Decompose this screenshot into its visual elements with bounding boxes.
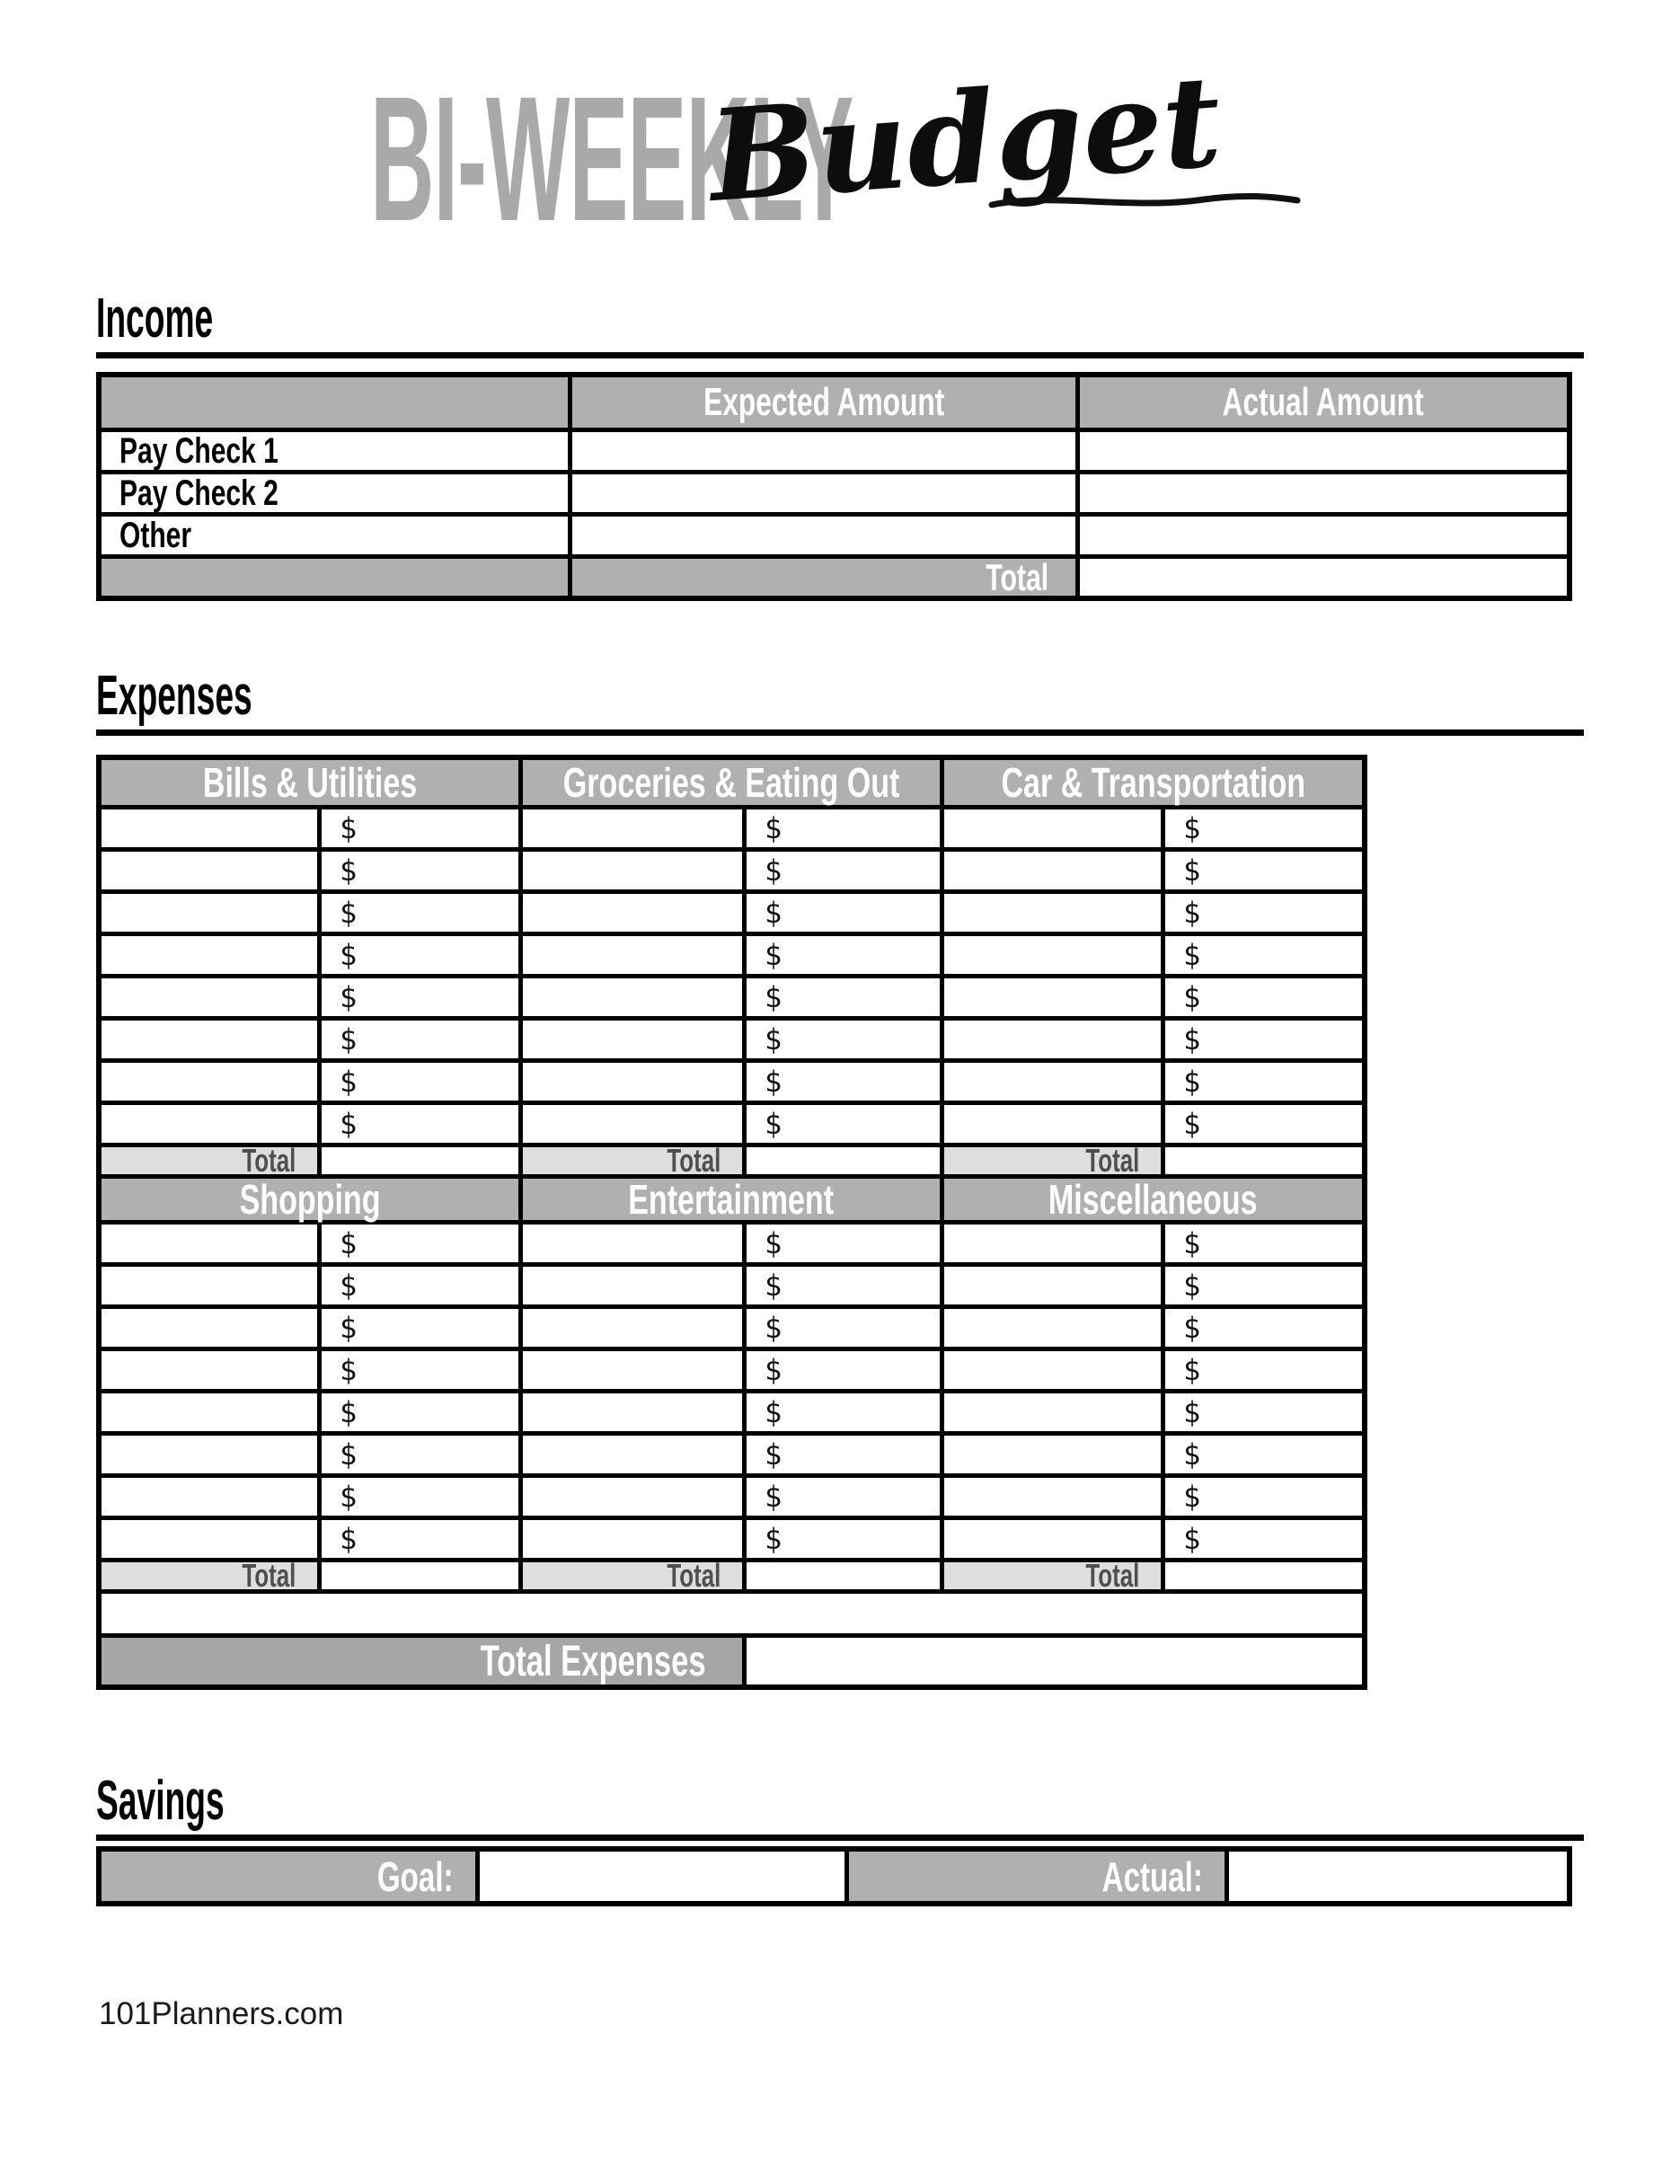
expense-amount-input-b2-g2-r8-text: $ (765, 1522, 783, 1556)
expense-amount-input-b1-g3-r7[interactable] (1165, 1063, 1362, 1101)
expense-amount-input-b1-g1-r4-text: $ (340, 938, 358, 972)
expense-amount-input-b1-g2-r2[interactable] (747, 852, 940, 889)
expense-amount-input-b1-g2-r1[interactable] (747, 809, 940, 847)
expense-amount-input-b1-g3-r5[interactable] (1165, 978, 1362, 1016)
income-total-input[interactable] (1080, 559, 1567, 596)
expense-amount-input-b2-g2-r7-text: $ (765, 1480, 783, 1514)
expense-amount-input-b1-g1-r2[interactable] (322, 852, 518, 889)
expense-amount-input-b1-g2-r6[interactable] (747, 1021, 940, 1058)
expense-amount-input-b2-g2-r6[interactable] (747, 1436, 940, 1473)
title-biweekly: BI-WEEKLY (370, 59, 853, 258)
expense-item-input-b1-g3-r6[interactable] (944, 1021, 1161, 1058)
expense-amount-input-b2-g2-r7[interactable] (747, 1478, 940, 1516)
group-total-label-b1-g2 (523, 1142, 742, 1179)
expense-amount-input-b1-g1-r2-text: $ (340, 853, 358, 888)
income-header-actual (1080, 377, 1567, 428)
income-expected-input-paycheck1[interactable] (572, 432, 1075, 470)
expense-item-input-b2-g1-r3[interactable] (102, 1309, 317, 1347)
expense-amount-input-b2-g3-r5[interactable] (1165, 1393, 1362, 1431)
expense-item-input-b2-g3-r2[interactable] (944, 1267, 1161, 1304)
expense-item-input-b1-g2-r4[interactable] (523, 936, 742, 974)
expense-amount-input-b1-g1-r3-text: $ (340, 896, 358, 930)
expense-amount-input-b2-g3-r7-text: $ (1183, 1480, 1201, 1514)
expense-item-input-b2-g3-r6[interactable] (944, 1436, 1161, 1473)
savings-actual-label-cell (849, 1852, 1225, 1901)
expense-item-input-b2-g2-r5[interactable] (523, 1393, 742, 1431)
income-table (96, 372, 1572, 601)
expense-amount-input-b1-g2-r1-text: $ (765, 811, 783, 845)
expense-amount-input-b1-g3-r7-text: $ (1183, 1065, 1201, 1099)
expense-category-header-groups_row2-1-text: Entertainment (628, 1176, 835, 1223)
expense-item-input-b2-g3-r5[interactable] (944, 1393, 1161, 1431)
expense-amount-input-b2-g2-r4[interactable] (747, 1351, 940, 1389)
group-total-label-b2-g2 (523, 1557, 742, 1594)
expense-item-input-b2-g2-r4[interactable] (523, 1351, 742, 1389)
expense-amount-input-b2-g2-r1[interactable] (747, 1225, 940, 1262)
expense-category-header-groups_row1-2-text: Car & Transportation (1001, 759, 1305, 806)
expense-amount-input-b2-g1-r8-text: $ (340, 1522, 358, 1556)
savings-goal-label-text: Goal: (377, 1852, 454, 1900)
expense-amount-input-b2-g1-r7-text: $ (340, 1480, 358, 1514)
expense-item-input-b1-g2-r1[interactable] (523, 809, 742, 847)
expense-amount-input-b1-g3-r2-text: $ (1183, 853, 1201, 888)
expense-amount-input-b1-g2-r3[interactable] (747, 894, 940, 932)
expense-amount-input-b1-g3-r3[interactable] (1165, 894, 1362, 932)
expense-amount-input-b2-g2-r5[interactable] (747, 1393, 940, 1431)
expense-item-input-b1-g2-r6[interactable] (523, 1021, 742, 1058)
group-total-input-b2-g2[interactable] (747, 1562, 940, 1589)
expense-item-input-b2-g2-r6[interactable] (523, 1436, 742, 1473)
title-budget-script: Budget (704, 48, 1226, 231)
expense-item-input-b1-g1-r3[interactable] (102, 894, 317, 932)
expense-amount-input-b1-g3-r3-text: $ (1183, 896, 1201, 930)
expense-item-input-b1-g3-r2[interactable] (944, 852, 1161, 889)
savings-goal-label-cell (102, 1852, 475, 1901)
expense-amount-input-b2-g1-r6-text: $ (340, 1437, 358, 1472)
income-heading-text: Income (96, 287, 214, 349)
expense-amount-input-b2-g1-r8[interactable] (322, 1520, 518, 1558)
expense-amount-input-b2-g1-r6[interactable] (322, 1436, 518, 1473)
income-heading-rule (96, 352, 1584, 358)
savings-actual-input[interactable] (1229, 1852, 1567, 1901)
expense-amount-input-b2-g3-r2-text: $ (1183, 1269, 1201, 1303)
expense-amount-input-b2-g3-r4[interactable] (1165, 1351, 1362, 1389)
expense-amount-input-b1-g1-r5[interactable] (322, 978, 518, 1016)
expense-amount-input-b1-g1-r8[interactable] (322, 1105, 518, 1143)
expense-item-input-b2-g1-r2[interactable] (102, 1267, 317, 1304)
group-total-label-b1-g1 (102, 1142, 317, 1179)
expense-amount-input-b2-g3-r6[interactable] (1165, 1436, 1362, 1473)
expense-amount-input-b2-g2-r8[interactable] (747, 1520, 940, 1558)
savings-goal-input[interactable] (480, 1852, 844, 1901)
expense-amount-input-b1-g1-r1-text: $ (340, 811, 358, 845)
expense-item-input-b2-g3-r7[interactable] (944, 1478, 1161, 1516)
expense-item-input-b2-g2-r1[interactable] (523, 1225, 742, 1262)
expense-amount-input-b2-g2-r2-text: $ (765, 1269, 783, 1303)
expense-amount-input-b1-g3-r2[interactable] (1165, 852, 1362, 889)
expense-item-input-b1-g3-r8[interactable] (944, 1105, 1161, 1143)
expense-amount-input-b1-g3-r1[interactable] (1165, 809, 1362, 847)
expense-amount-input-b1-g3-r5-text: $ (1183, 980, 1201, 1014)
expense-item-input-b1-g1-r7[interactable] (102, 1063, 317, 1101)
expense-category-header-groups_row1-2 (944, 760, 1362, 805)
group-total-input-b1-g3[interactable] (1165, 1147, 1362, 1174)
expense-amount-input-b2-g1-r1[interactable] (322, 1225, 518, 1262)
expense-amount-input-b2-g1-r3-text: $ (340, 1311, 358, 1345)
expense-item-input-b2-g3-r8[interactable] (944, 1520, 1161, 1558)
income-section (96, 287, 1584, 601)
group-total-input-b1-g2[interactable] (747, 1147, 940, 1174)
expense-amount-input-b1-g3-r4[interactable] (1165, 936, 1362, 974)
expense-amount-input-b1-g1-r6-text: $ (340, 1022, 358, 1057)
expense-amount-input-b2-g1-r4-text: $ (340, 1353, 358, 1387)
expense-amount-input-b1-g2-r3-text: $ (765, 896, 783, 930)
expense-amount-input-b1-g2-r7[interactable] (747, 1063, 940, 1101)
expense-item-input-b2-g1-r7[interactable] (102, 1478, 317, 1516)
expense-item-input-b1-g2-r5[interactable] (523, 978, 742, 1016)
expense-item-input-b2-g1-r1[interactable] (102, 1225, 317, 1262)
expense-amount-input-b1-g1-r8-text: $ (340, 1107, 358, 1141)
expenses-section (96, 665, 1584, 1690)
expense-amount-input-b2-g2-r2[interactable] (747, 1267, 940, 1304)
expense-amount-input-b2-g3-r1-text: $ (1183, 1226, 1201, 1260)
income-header-expected (572, 377, 1075, 428)
expense-amount-input-b1-g3-r8-text: $ (1183, 1107, 1201, 1141)
expense-amount-input-b1-g1-r1[interactable] (322, 809, 518, 847)
expense-item-input-b1-g3-r3[interactable] (944, 894, 1161, 932)
expense-amount-input-b2-g2-r3-text: $ (765, 1311, 783, 1345)
expense-amount-input-b2-g3-r5-text: $ (1183, 1395, 1201, 1429)
group-total-label-b1-g3-text: Total (1085, 1142, 1139, 1179)
expense-amount-input-b2-g3-r1[interactable] (1165, 1225, 1362, 1262)
expense-amount-input-b1-g3-r4-text: $ (1183, 938, 1201, 972)
income-row-label-paycheck2-text: Pay Check 2 (119, 473, 279, 513)
income-row-label-other-text: Other (119, 515, 192, 555)
expense-amount-input-b1-g1-r5-text: $ (340, 980, 358, 1014)
expense-amount-input-b2-g1-r4[interactable] (322, 1351, 518, 1389)
expense-amount-input-b2-g1-r7[interactable] (322, 1478, 518, 1516)
expense-amount-input-b2-g2-r6-text: $ (765, 1437, 783, 1472)
expense-amount-input-b1-g2-r8-text: $ (765, 1107, 783, 1141)
income-row-label-paycheck1 (102, 432, 568, 470)
income-header-actual-label: Actual Amount (1222, 380, 1425, 424)
savings-section-heading (96, 1770, 1584, 1832)
expense-amount-input-b2-g1-r5-text: $ (340, 1395, 358, 1429)
income-header-expected-label: Expected Amount (703, 380, 945, 424)
expense-category-header-groups_row1-1-text: Groceries & Eating Out (562, 759, 900, 806)
income-total-label-cell (572, 555, 1075, 598)
expense-amount-input-b2-g1-r3[interactable] (322, 1309, 518, 1347)
group-total-input-b1-g1[interactable] (322, 1147, 518, 1174)
expenses-heading-rule (96, 729, 1584, 736)
expense-item-input-b2-g3-r4[interactable] (944, 1351, 1161, 1389)
expense-item-input-b2-g1-r8[interactable] (102, 1520, 317, 1558)
expense-amount-input-b2-g3-r8[interactable] (1165, 1520, 1362, 1558)
expense-item-input-b1-g2-r3[interactable] (523, 894, 742, 932)
income-total-label-text: Total (986, 555, 1048, 598)
website-credit: 101Planners.com (99, 1996, 344, 2031)
expense-item-input-b2-g1-r4[interactable] (102, 1351, 317, 1389)
expense-item-input-b2-g1-r6[interactable] (102, 1436, 317, 1473)
expense-amount-input-b1-g3-r6-text: $ (1183, 1022, 1201, 1057)
savings-table (96, 1846, 1572, 1906)
expense-item-input-b2-g3-r1[interactable] (944, 1225, 1161, 1262)
expense-item-input-b1-g1-r1[interactable] (102, 809, 317, 847)
expense-amount-input-b1-g1-r6[interactable] (322, 1021, 518, 1058)
expense-category-header-groups_row2-0 (102, 1176, 518, 1223)
income-actual-input-paycheck2[interactable] (1080, 474, 1567, 512)
income-total-blank (102, 559, 568, 596)
expense-item-input-b1-g2-r7[interactable] (523, 1063, 742, 1101)
expense-item-input-b2-g2-r3[interactable] (523, 1309, 742, 1347)
expense-amount-input-b2-g3-r2[interactable] (1165, 1267, 1362, 1304)
expense-amount-input-b2-g3-r3[interactable] (1165, 1309, 1362, 1347)
group-total-label-b2-g1-text: Total (242, 1557, 296, 1594)
savings-section (96, 1770, 1584, 1906)
income-header-blank (102, 377, 568, 428)
income-row-label-other (102, 517, 568, 554)
expense-item-input-b1-g2-r2[interactable] (523, 852, 742, 889)
expense-category-header-groups_row2-0-text: Shopping (239, 1176, 381, 1223)
expense-amount-input-b1-g3-r8[interactable] (1165, 1105, 1362, 1143)
expense-item-input-b1-g1-r4[interactable] (102, 936, 317, 974)
expense-amount-input-b2-g2-r1-text: $ (765, 1226, 783, 1260)
expense-item-input-b1-g1-r2[interactable] (102, 852, 317, 889)
savings-heading-rule (96, 1835, 1584, 1841)
group-total-label-b1-g1-text: Total (242, 1142, 296, 1179)
total-expenses-label-cell-text: Total Expenses (481, 1637, 706, 1685)
expense-amount-input-b1-g2-r2-text: $ (765, 853, 783, 888)
expense-amount-input-b1-g2-r4[interactable] (747, 936, 940, 974)
expense-amount-input-b2-g2-r4-text: $ (765, 1353, 783, 1387)
expense-item-input-b1-g1-r8[interactable] (102, 1105, 317, 1143)
expense-item-input-b2-g1-r5[interactable] (102, 1393, 317, 1431)
expense-category-header-groups_row1-0 (102, 760, 518, 805)
expense-amount-input-b2-g1-r2-text: $ (340, 1269, 358, 1303)
expense-amount-input-b1-g2-r5-text: $ (765, 980, 783, 1014)
expense-item-input-b1-g3-r1[interactable] (944, 809, 1161, 847)
expense-amount-input-b2-g2-r5-text: $ (765, 1395, 783, 1429)
expense-item-input-b1-g3-r4[interactable] (944, 936, 1161, 974)
income-expected-input-paycheck2[interactable] (572, 474, 1075, 512)
group-total-label-b1-g3 (944, 1142, 1161, 1179)
expense-amount-input-b1-g3-r6[interactable] (1165, 1021, 1362, 1058)
savings-actual-label-text: Actual: (1101, 1852, 1203, 1900)
expenses-section-heading (96, 665, 1584, 727)
expense-amount-input-b1-g1-r7-text: $ (340, 1065, 358, 1099)
expense-item-input-b2-g3-r3[interactable] (944, 1309, 1161, 1347)
expense-amount-input-b1-g1-r3[interactable] (322, 894, 518, 932)
group-total-label-b2-g3 (944, 1557, 1161, 1594)
expense-item-input-b1-g1-r6[interactable] (102, 1021, 317, 1058)
income-row-label-paycheck2 (102, 474, 568, 512)
expense-amount-input-b1-g2-r8[interactable] (747, 1105, 940, 1143)
expense-item-input-b1-g1-r5[interactable] (102, 978, 317, 1016)
expense-amount-input-b2-g3-r8-text: $ (1183, 1522, 1201, 1556)
total-expenses-label-cell (102, 1638, 742, 1684)
income-actual-input-paycheck1[interactable] (1080, 432, 1567, 470)
income-row-label-paycheck1-text: Pay Check 1 (119, 430, 279, 471)
expense-category-header-groups_row1-0-text: Bills & Utilities (202, 759, 418, 806)
expense-amount-input-b1-g2-r5[interactable] (747, 978, 940, 1016)
expense-amount-input-b2-g1-r2[interactable] (322, 1267, 518, 1304)
expenses-spacer-row (102, 1594, 1362, 1633)
expense-amount-input-b1-g2-r4-text: $ (765, 938, 783, 972)
expense-amount-input-b1-g3-r1-text: $ (1183, 811, 1201, 845)
expense-amount-input-b1-g1-r7[interactable] (322, 1063, 518, 1101)
savings-heading-text: Savings (96, 1770, 225, 1832)
income-expected-input-other[interactable] (572, 517, 1075, 554)
expense-amount-input-b2-g1-r5[interactable] (322, 1393, 518, 1431)
expense-amount-input-b1-g2-r6-text: $ (765, 1022, 783, 1057)
group-total-label-b2-g2-text: Total (667, 1557, 721, 1594)
expense-item-input-b2-g2-r2[interactable] (523, 1267, 742, 1304)
expense-item-input-b1-g2-r8[interactable] (523, 1105, 742, 1143)
expense-amount-input-b2-g3-r3-text: $ (1183, 1311, 1201, 1345)
income-section-heading (96, 287, 1584, 349)
group-total-input-b2-g1[interactable] (322, 1562, 518, 1589)
expense-item-input-b1-g3-r7[interactable] (944, 1063, 1161, 1101)
expenses-table (96, 755, 1367, 1690)
expense-category-header-groups_row2-2 (944, 1176, 1362, 1223)
page-footer (99, 1996, 343, 2032)
title-underline-swash-icon (988, 176, 1303, 223)
expense-item-input-b1-g3-r5[interactable] (944, 978, 1161, 1016)
group-total-input-b2-g3[interactable] (1165, 1562, 1362, 1589)
expense-amount-input-b2-g3-r7[interactable] (1165, 1478, 1362, 1516)
expense-amount-input-b2-g3-r6-text: $ (1183, 1437, 1201, 1472)
expense-amount-input-b1-g1-r4[interactable] (322, 936, 518, 974)
expenses-heading-text: Expenses (96, 665, 252, 727)
expense-amount-input-b2-g1-r1-text: $ (340, 1226, 358, 1260)
expense-amount-input-b2-g2-r3[interactable] (747, 1309, 940, 1347)
expense-category-header-groups_row2-1 (523, 1176, 940, 1223)
expense-item-input-b2-g2-r7[interactable] (523, 1478, 742, 1516)
expense-amount-input-b2-g3-r4-text: $ (1183, 1353, 1201, 1387)
group-total-label-b2-g3-text: Total (1085, 1557, 1139, 1594)
group-total-label-b1-g2-text: Total (667, 1142, 721, 1179)
expense-category-header-groups_row1-1 (523, 760, 940, 805)
expense-item-input-b2-g2-r8[interactable] (523, 1520, 742, 1558)
total-expenses-input[interactable] (747, 1638, 1362, 1684)
expense-amount-input-b1-g2-r7-text: $ (765, 1065, 783, 1099)
group-total-label-b2-g1 (102, 1557, 317, 1594)
income-actual-input-other[interactable] (1080, 517, 1567, 554)
expense-category-header-groups_row2-2-text: Miscellaneous (1048, 1176, 1258, 1223)
